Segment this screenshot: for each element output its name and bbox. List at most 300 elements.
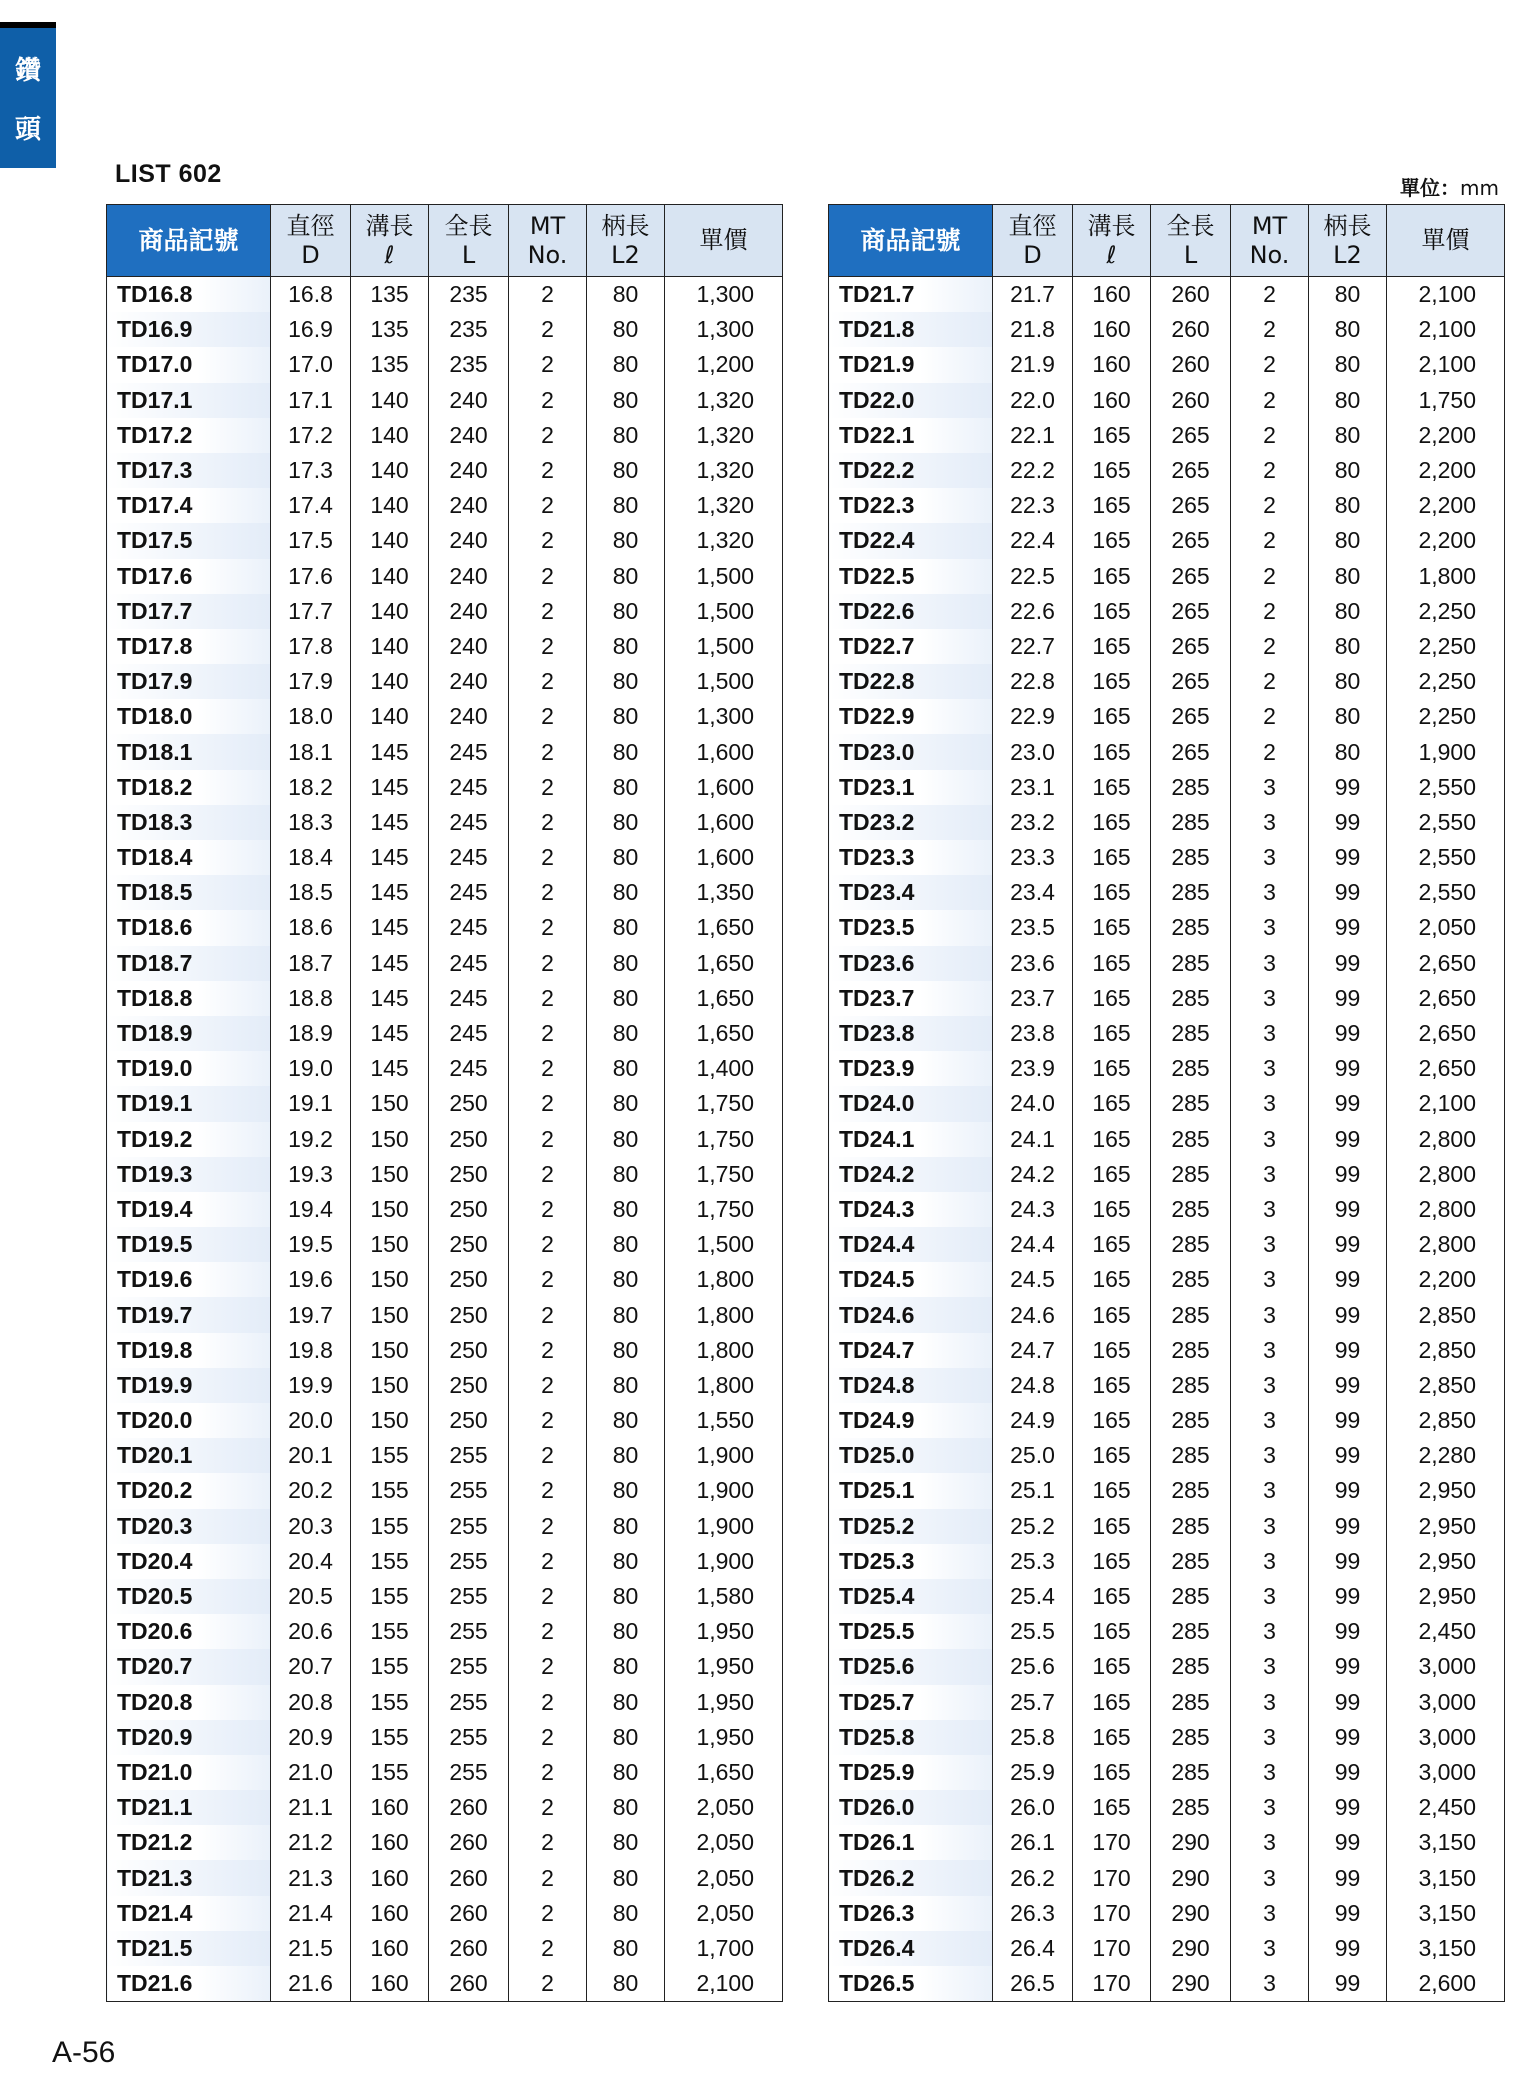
cell-diameter: 22.2 [993, 453, 1073, 488]
cell-mt-no: 2 [509, 1122, 587, 1157]
table-row [107, 347, 783, 382]
cell-price: 1,750 [665, 1086, 783, 1121]
cell-code: TD18.8 [107, 981, 271, 1016]
cell-shank-length: 99 [1309, 1051, 1387, 1086]
cell-price: 1,500 [665, 594, 783, 629]
cell-total-length: 240 [429, 594, 509, 629]
cell-mt-no: 2 [509, 383, 587, 418]
cell-price: 2,100 [1387, 312, 1505, 347]
table-row [107, 1438, 783, 1473]
cell-total-length: 265 [1151, 629, 1231, 664]
cell-mt-no: 2 [509, 1051, 587, 1086]
cell-mt-no: 2 [509, 1262, 587, 1297]
cell-mt-no: 2 [1231, 347, 1309, 382]
table-row [829, 734, 1505, 769]
cell-code: TD25.2 [829, 1509, 993, 1544]
cell-mt-no: 2 [509, 1297, 587, 1332]
cell-code: TD19.7 [107, 1297, 271, 1332]
cell-shank-length: 80 [587, 347, 665, 382]
cell-diameter: 26.3 [993, 1896, 1073, 1931]
cell-price: 1,750 [665, 1157, 783, 1192]
cell-flute-length: 160 [351, 1896, 429, 1931]
table-row [107, 1403, 783, 1438]
cell-mt-no: 3 [1231, 1262, 1309, 1297]
header-shank-name: 柄長 [1323, 211, 1372, 240]
cell-code: TD17.4 [107, 488, 271, 523]
table-row [107, 383, 783, 418]
cell-flute-length: 145 [351, 805, 429, 840]
cell-flute-length: 155 [351, 1614, 429, 1649]
table-row [107, 559, 783, 594]
cell-flute-length: 165 [1073, 805, 1151, 840]
cell-flute-length: 150 [351, 1368, 429, 1403]
cell-total-length: 245 [429, 1051, 509, 1086]
cell-mt-no: 2 [509, 1614, 587, 1649]
cell-shank-length: 80 [587, 1051, 665, 1086]
cell-mt-no: 2 [509, 629, 587, 664]
cell-total-length: 285 [1151, 1685, 1231, 1720]
cell-total-length: 235 [429, 347, 509, 382]
cell-code: TD21.4 [107, 1896, 271, 1931]
cell-shank-length: 99 [1309, 875, 1387, 910]
header-flute-name: 溝長 [365, 211, 414, 240]
cell-shank-length: 80 [1309, 523, 1387, 558]
table-row [829, 1368, 1505, 1403]
cell-diameter: 17.0 [271, 347, 351, 382]
cell-total-length: 245 [429, 910, 509, 945]
cell-total-length: 290 [1151, 1825, 1231, 1860]
cell-total-length: 260 [429, 1790, 509, 1825]
cell-diameter: 24.8 [993, 1368, 1073, 1403]
unit-value: mm [1460, 176, 1499, 200]
cell-diameter: 18.6 [271, 910, 351, 945]
cell-code: TD24.3 [829, 1192, 993, 1227]
cell-total-length: 235 [429, 312, 509, 347]
cell-total-length: 265 [1151, 594, 1231, 629]
cell-mt-no: 2 [1231, 594, 1309, 629]
header-mt-symbol: No. [1249, 240, 1290, 269]
cell-mt-no: 2 [509, 559, 587, 594]
cell-code: TD17.1 [107, 383, 271, 418]
cell-price: 1,320 [665, 523, 783, 558]
cell-shank-length: 80 [587, 1966, 665, 2002]
cell-total-length: 245 [429, 734, 509, 769]
table-row [829, 1720, 1505, 1755]
cell-diameter: 17.1 [271, 383, 351, 418]
cell-diameter: 25.0 [993, 1438, 1073, 1473]
table-row [829, 1192, 1505, 1227]
cell-diameter: 24.1 [993, 1122, 1073, 1157]
table-row [107, 946, 783, 981]
cell-flute-length: 165 [1073, 1579, 1151, 1614]
cell-flute-length: 155 [351, 1473, 429, 1508]
cell-price: 1,700 [665, 1931, 783, 1966]
cell-shank-length: 99 [1309, 1825, 1387, 1860]
cell-flute-length: 165 [1073, 1649, 1151, 1684]
cell-flute-length: 165 [1073, 453, 1151, 488]
table-row [107, 1931, 783, 1966]
cell-code: TD19.6 [107, 1262, 271, 1297]
cell-flute-length: 145 [351, 875, 429, 910]
cell-shank-length: 80 [587, 1931, 665, 1966]
cell-total-length: 265 [1151, 734, 1231, 769]
table-row [107, 629, 783, 664]
cell-flute-length: 165 [1073, 1403, 1151, 1438]
table-row [829, 981, 1505, 1016]
cell-total-length: 285 [1151, 1790, 1231, 1825]
cell-total-length: 290 [1151, 1966, 1231, 2002]
cell-mt-no: 3 [1231, 1579, 1309, 1614]
table-row [829, 523, 1505, 558]
cell-diameter: 20.3 [271, 1509, 351, 1544]
cell-price: 1,800 [665, 1297, 783, 1332]
cell-code: TD17.5 [107, 523, 271, 558]
cell-mt-no: 2 [509, 453, 587, 488]
cell-flute-length: 165 [1073, 664, 1151, 699]
cell-price: 2,800 [1387, 1122, 1505, 1157]
cell-total-length: 285 [1151, 1649, 1231, 1684]
cell-code: TD22.7 [829, 629, 993, 664]
cell-total-length: 285 [1151, 1368, 1231, 1403]
cell-flute-length: 135 [351, 312, 429, 347]
cell-code: TD22.9 [829, 699, 993, 734]
cell-shank-length: 99 [1309, 1297, 1387, 1332]
table-row [829, 312, 1505, 347]
cell-total-length: 265 [1151, 559, 1231, 594]
cell-total-length: 250 [429, 1368, 509, 1403]
cell-code: TD24.1 [829, 1122, 993, 1157]
cell-price: 2,550 [1387, 875, 1505, 910]
table-row [107, 1192, 783, 1227]
cell-code: TD22.4 [829, 523, 993, 558]
cell-total-length: 250 [429, 1333, 509, 1368]
cell-flute-length: 155 [351, 1720, 429, 1755]
header-shank-name: 柄長 [601, 211, 650, 240]
cell-flute-length: 155 [351, 1649, 429, 1684]
cell-code: TD18.2 [107, 770, 271, 805]
cell-flute-length: 145 [351, 1051, 429, 1086]
table-row [107, 664, 783, 699]
cell-price: 1,320 [665, 488, 783, 523]
cell-mt-no: 2 [1231, 383, 1309, 418]
cell-shank-length: 99 [1309, 1544, 1387, 1579]
header-diameter [271, 205, 351, 277]
cell-mt-no: 2 [509, 1086, 587, 1121]
cell-price: 1,600 [665, 734, 783, 769]
table-row [107, 453, 783, 488]
cell-mt-no: 2 [509, 1579, 587, 1614]
cell-diameter: 23.7 [993, 981, 1073, 1016]
cell-diameter: 18.9 [271, 1016, 351, 1051]
header-shank-symbol: L2 [611, 240, 640, 269]
cell-diameter: 25.6 [993, 1649, 1073, 1684]
table-row [829, 1896, 1505, 1931]
cell-total-length: 235 [429, 277, 509, 313]
cell-code: TD25.9 [829, 1755, 993, 1790]
cell-flute-length: 150 [351, 1297, 429, 1332]
cell-shank-length: 80 [587, 1896, 665, 1931]
cell-code: TD23.4 [829, 875, 993, 910]
table-row [107, 1473, 783, 1508]
table-row [107, 1368, 783, 1403]
cell-mt-no: 2 [509, 418, 587, 453]
cell-diameter: 23.1 [993, 770, 1073, 805]
cell-mt-no: 3 [1231, 1086, 1309, 1121]
cell-code: TD19.2 [107, 1122, 271, 1157]
cell-diameter: 25.5 [993, 1614, 1073, 1649]
table-row [107, 594, 783, 629]
cell-total-length: 290 [1151, 1896, 1231, 1931]
cell-shank-length: 80 [587, 1825, 665, 1860]
table-row [829, 1333, 1505, 1368]
cell-mt-no: 3 [1231, 1966, 1309, 2002]
cell-mt-no: 2 [509, 594, 587, 629]
cell-mt-no: 2 [509, 1509, 587, 1544]
cell-diameter: 25.9 [993, 1755, 1073, 1790]
cell-mt-no: 3 [1231, 1860, 1309, 1895]
cell-shank-length: 99 [1309, 1579, 1387, 1614]
cell-code: TD25.4 [829, 1579, 993, 1614]
cell-price: 3,000 [1387, 1755, 1505, 1790]
cell-diameter: 21.2 [271, 1825, 351, 1860]
cell-total-length: 255 [429, 1614, 509, 1649]
cell-code: TD19.8 [107, 1333, 271, 1368]
cell-total-length: 240 [429, 699, 509, 734]
cell-code: TD21.0 [107, 1755, 271, 1790]
table-row [829, 559, 1505, 594]
cell-code: TD21.7 [829, 277, 993, 313]
cell-total-length: 250 [429, 1086, 509, 1121]
table-row [829, 594, 1505, 629]
cell-price: 2,100 [1387, 1086, 1505, 1121]
table-row [107, 277, 783, 313]
cell-mt-no: 3 [1231, 770, 1309, 805]
cell-mt-no: 3 [1231, 1685, 1309, 1720]
cell-price: 1,300 [665, 699, 783, 734]
cell-shank-length: 80 [587, 664, 665, 699]
cell-price: 1,950 [665, 1685, 783, 1720]
header-flute-name: 溝長 [1087, 211, 1136, 240]
cell-total-length: 240 [429, 664, 509, 699]
cell-code: TD24.6 [829, 1297, 993, 1332]
cell-code: TD18.0 [107, 699, 271, 734]
cell-flute-length: 160 [351, 1825, 429, 1860]
cell-code: TD18.7 [107, 946, 271, 981]
table-row [829, 347, 1505, 382]
cell-code: TD20.4 [107, 1544, 271, 1579]
cell-code: TD23.1 [829, 770, 993, 805]
table-row [829, 875, 1505, 910]
cell-shank-length: 99 [1309, 1368, 1387, 1403]
cell-mt-no: 2 [509, 734, 587, 769]
cell-code: TD26.5 [829, 1966, 993, 2002]
table-row [829, 1016, 1505, 1051]
cell-code: TD21.5 [107, 1931, 271, 1966]
cell-price: 2,050 [1387, 910, 1505, 945]
cell-code: TD25.7 [829, 1685, 993, 1720]
cell-flute-length: 165 [1073, 1051, 1151, 1086]
cell-code: TD17.6 [107, 559, 271, 594]
cell-mt-no: 3 [1231, 875, 1309, 910]
cell-total-length: 265 [1151, 488, 1231, 523]
cell-shank-length: 99 [1309, 1086, 1387, 1121]
table-row [107, 1896, 783, 1931]
header-shank-length [587, 205, 665, 277]
cell-mt-no: 2 [509, 1544, 587, 1579]
header-price: 單價 [665, 205, 783, 277]
table-row [107, 1579, 783, 1614]
cell-total-length: 260 [429, 1966, 509, 2002]
cell-total-length: 265 [1151, 523, 1231, 558]
cell-total-length: 260 [1151, 277, 1231, 313]
cell-diameter: 24.2 [993, 1157, 1073, 1192]
cell-flute-length: 145 [351, 770, 429, 805]
cell-price: 1,580 [665, 1579, 783, 1614]
header-mt-name: MT [529, 211, 566, 240]
cell-diameter: 19.1 [271, 1086, 351, 1121]
cell-shank-length: 80 [587, 1086, 665, 1121]
cell-mt-no: 3 [1231, 1157, 1309, 1192]
cell-price: 2,800 [1387, 1227, 1505, 1262]
cell-flute-length: 155 [351, 1544, 429, 1579]
table-row [829, 383, 1505, 418]
cell-flute-length: 150 [351, 1192, 429, 1227]
cell-flute-length: 160 [1073, 383, 1151, 418]
cell-total-length: 265 [1151, 418, 1231, 453]
cell-total-length: 255 [429, 1649, 509, 1684]
cell-price: 1,800 [665, 1262, 783, 1297]
cell-code: TD20.7 [107, 1649, 271, 1684]
cell-shank-length: 99 [1309, 1438, 1387, 1473]
price-table-left [106, 204, 783, 2002]
cell-shank-length: 80 [587, 1685, 665, 1720]
cell-shank-length: 80 [1309, 383, 1387, 418]
cell-shank-length: 99 [1309, 1860, 1387, 1895]
cell-shank-length: 80 [1309, 594, 1387, 629]
cell-price: 1,500 [665, 1227, 783, 1262]
header-code: 商品記號 [107, 205, 271, 277]
header-total-name: 全長 [444, 211, 493, 240]
cell-diameter: 19.6 [271, 1262, 351, 1297]
cell-total-length: 255 [429, 1755, 509, 1790]
table-row [829, 488, 1505, 523]
cell-shank-length: 99 [1309, 1227, 1387, 1262]
header-mt-symbol: No. [527, 240, 568, 269]
table-row [107, 699, 783, 734]
cell-price: 2,050 [665, 1790, 783, 1825]
cell-total-length: 240 [429, 383, 509, 418]
header-total-name: 全長 [1166, 211, 1215, 240]
cell-mt-no: 2 [1231, 523, 1309, 558]
cell-mt-no: 2 [509, 1192, 587, 1227]
cell-code: TD19.5 [107, 1227, 271, 1262]
section-tab-char-1: 鑽 [14, 56, 41, 86]
cell-total-length: 260 [429, 1825, 509, 1860]
cell-diameter: 26.1 [993, 1825, 1073, 1860]
cell-mt-no: 2 [509, 1790, 587, 1825]
header-flute-symbol: ℓ [1106, 240, 1117, 269]
cell-total-length: 250 [429, 1227, 509, 1262]
cell-diameter: 21.7 [993, 277, 1073, 313]
cell-shank-length: 80 [587, 1614, 665, 1649]
cell-total-length: 250 [429, 1297, 509, 1332]
cell-price: 2,600 [1387, 1966, 1505, 2002]
cell-flute-length: 145 [351, 946, 429, 981]
cell-total-length: 285 [1151, 805, 1231, 840]
cell-price: 1,950 [665, 1720, 783, 1755]
cell-price: 2,650 [1387, 946, 1505, 981]
table-row [107, 1614, 783, 1649]
cell-flute-length: 160 [1073, 312, 1151, 347]
header-shank-length [1309, 205, 1387, 277]
table-row [107, 312, 783, 347]
cell-diameter: 20.1 [271, 1438, 351, 1473]
table-row [829, 1685, 1505, 1720]
table-row [829, 910, 1505, 945]
cell-flute-length: 155 [351, 1755, 429, 1790]
cell-price: 2,450 [1387, 1790, 1505, 1825]
table-row [829, 1473, 1505, 1508]
cell-mt-no: 3 [1231, 1755, 1309, 1790]
cell-diameter: 22.4 [993, 523, 1073, 558]
cell-total-length: 260 [1151, 312, 1231, 347]
cell-mt-no: 3 [1231, 1720, 1309, 1755]
table-row [107, 418, 783, 453]
table-row [107, 1333, 783, 1368]
cell-flute-length: 150 [351, 1262, 429, 1297]
cell-flute-length: 135 [351, 277, 429, 313]
cell-price: 2,800 [1387, 1192, 1505, 1227]
cell-mt-no: 3 [1231, 840, 1309, 875]
table-row [829, 453, 1505, 488]
cell-code: TD26.0 [829, 1790, 993, 1825]
header-diameter-symbol: D [1023, 240, 1042, 269]
table-row [829, 1122, 1505, 1157]
cell-mt-no: 2 [509, 840, 587, 875]
cell-diameter: 20.2 [271, 1473, 351, 1508]
cell-price: 1,900 [665, 1438, 783, 1473]
cell-mt-no: 3 [1231, 1403, 1309, 1438]
cell-shank-length: 99 [1309, 1931, 1387, 1966]
cell-shank-length: 80 [587, 523, 665, 558]
cell-mt-no: 2 [509, 770, 587, 805]
cell-mt-no: 2 [1231, 629, 1309, 664]
cell-diameter: 17.7 [271, 594, 351, 629]
cell-diameter: 22.8 [993, 664, 1073, 699]
cell-code: TD22.2 [829, 453, 993, 488]
cell-price: 1,800 [665, 1368, 783, 1403]
cell-price: 1,950 [665, 1614, 783, 1649]
cell-code: TD19.9 [107, 1368, 271, 1403]
cell-code: TD21.2 [107, 1825, 271, 1860]
cell-shank-length: 80 [587, 1122, 665, 1157]
cell-code: TD22.8 [829, 664, 993, 699]
cell-diameter: 16.8 [271, 277, 351, 313]
cell-total-length: 285 [1151, 981, 1231, 1016]
cell-flute-length: 145 [351, 910, 429, 945]
cell-total-length: 285 [1151, 1192, 1231, 1227]
table-header-row [107, 205, 783, 277]
cell-code: TD25.3 [829, 1544, 993, 1579]
cell-flute-length: 160 [1073, 277, 1151, 313]
cell-mt-no: 2 [1231, 312, 1309, 347]
header-code: 商品記號 [829, 205, 993, 277]
cell-code: TD19.3 [107, 1157, 271, 1192]
cell-diameter: 20.4 [271, 1544, 351, 1579]
cell-total-length: 245 [429, 840, 509, 875]
cell-shank-length: 80 [587, 699, 665, 734]
cell-mt-no: 3 [1231, 981, 1309, 1016]
